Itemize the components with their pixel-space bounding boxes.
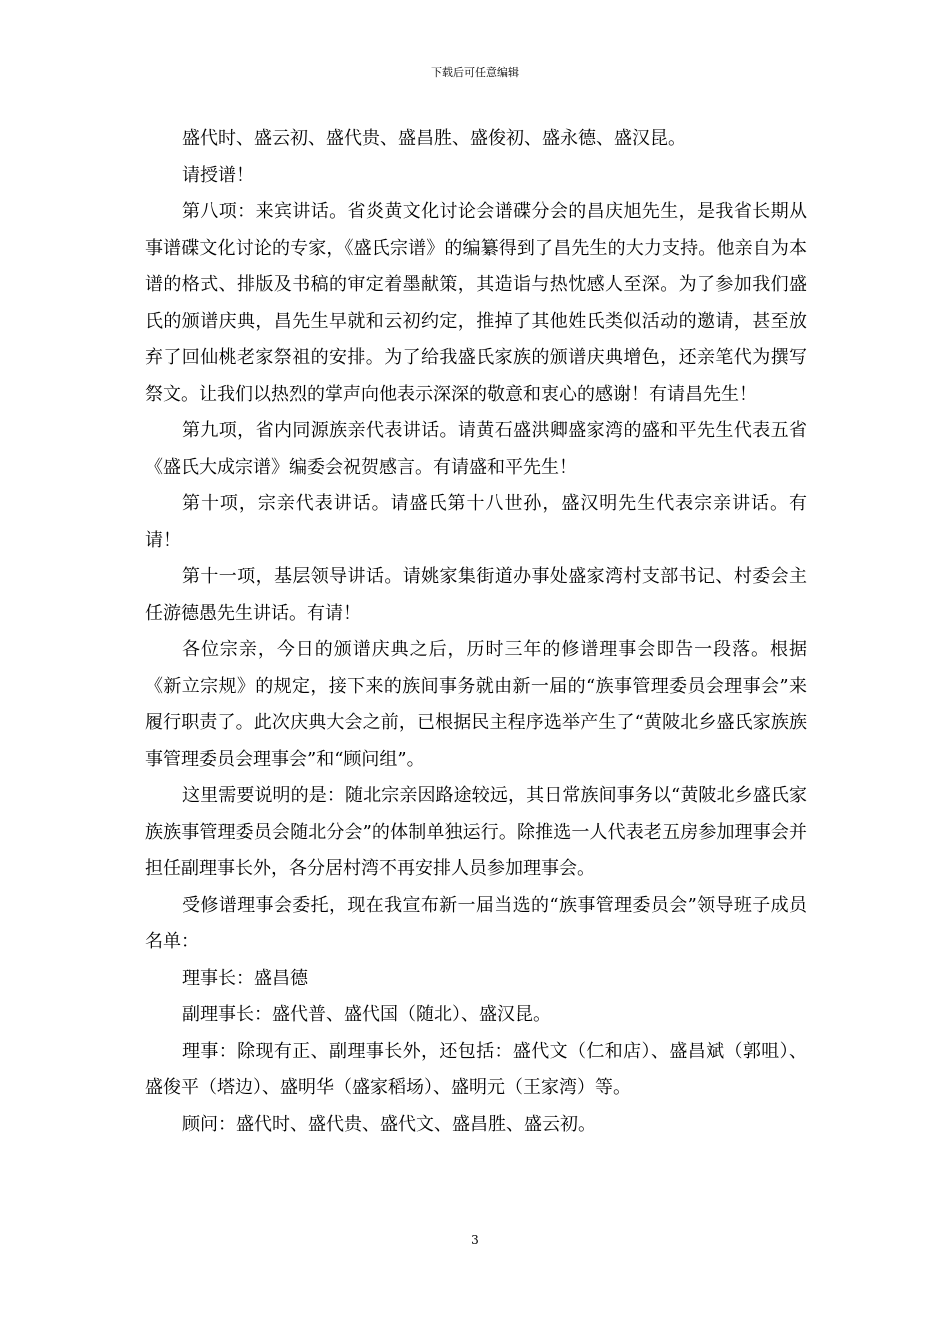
paragraph-vice-chairman: 副理事长：盛代普、盛代国（随北）、盛汉昆。 <box>182 1004 551 1025</box>
paragraph-directors: 理事：除现有正、副理事长外，还包括：盛代文（仁和店）、盛昌斌（郭咀）、盛俊平（塔边）、盛明华（盛家稻场）、盛明元（王家湾）等。 <box>145 1040 807 1098</box>
paragraph-item-nine: 第九项，省内同源族亲代表讲话。请黄石盛洪卿盛家湾的盛和平先生代表五省《盛氏大成宗谱》编委会祝贺感言。有请盛和平先生！ <box>145 420 807 478</box>
paragraph-suibei-note: 这里需要说明的是：随北宗亲因路途较远，其日常族间事务以“黄陂北乡盛氏家族族事管理委员会随北分会”的体制单独运行。除推选一人代表老五房参加理事会并担任副理事长外，各分居村湾不再安排人员参加理事会。 <box>145 785 807 879</box>
paragraph-item-eight: 第八项：来宾讲话。省炎黄文化讨论会谱碟分会的昌庆旭先生，是我省长期从事谱碟文化讨论的专家，《盛氏宗谱》的编纂得到了昌先生的大力支持。他亲自为本谱的格式、排版及书稿的审定着墨献策，其造诣与热忱感人至深。为了参加我们盛氏的颁谱庆典，昌先生早就和云初约定，推掉了其他姓氏类似活动的邀请，甚至放弃了回仙桃老家祭祖的安排。为了给我盛氏家族的颁谱庆典增色，还亲笔代为撰写祭文。让我们以热烈的掌声向他表示深深的敬意和衷心的感谢！有请昌先生！ <box>145 201 807 405</box>
paragraph-committee-intro: 各位宗亲，今日的颁谱庆典之后，历时三年的修谱理事会即告一段落。根据《新立宗规》的规定，接下来的族间事务就由新一届的“族事管理委员会理事会”来履行职责了。此次庆典大会之前，已根据民主程序选举产生了“黄陂北乡盛氏家族族事管理委员会理事会”和“顾问组”。 <box>145 639 807 770</box>
paragraph-item-eleven: 第十一项，基层领导讲话。请姚家集街道办事处盛家湾村支部书记、村委会主任游德愚先生讲话。有请！ <box>145 566 807 624</box>
paragraph-chairman: 理事长：盛昌德 <box>182 967 308 989</box>
paragraph-advisors: 顾问：盛代时、盛代贵、盛代文、盛昌胜、盛云初。 <box>182 1113 596 1135</box>
page-number: 3 <box>471 1233 479 1247</box>
paragraph-announcement: 受修谱理事会委托，现在我宣布新一届当选的“族事管理委员会”领导班子成员名单： <box>145 894 807 952</box>
document-body <box>145 121 807 1143</box>
page-header: 下载后可任意编辑 <box>431 66 519 79</box>
paragraph-name-list-continued: 盛代时、盛云初、盛代贵、盛昌胜、盛俊初、盛永德、盛汉昆。 <box>182 128 686 149</box>
paragraph-request-award: 请授谱！ <box>182 164 254 186</box>
paragraph-item-ten: 第十项，宗亲代表讲话。请盛氏第十八世孙，盛汉明先生代表宗亲讲话。有请！ <box>145 493 807 551</box>
